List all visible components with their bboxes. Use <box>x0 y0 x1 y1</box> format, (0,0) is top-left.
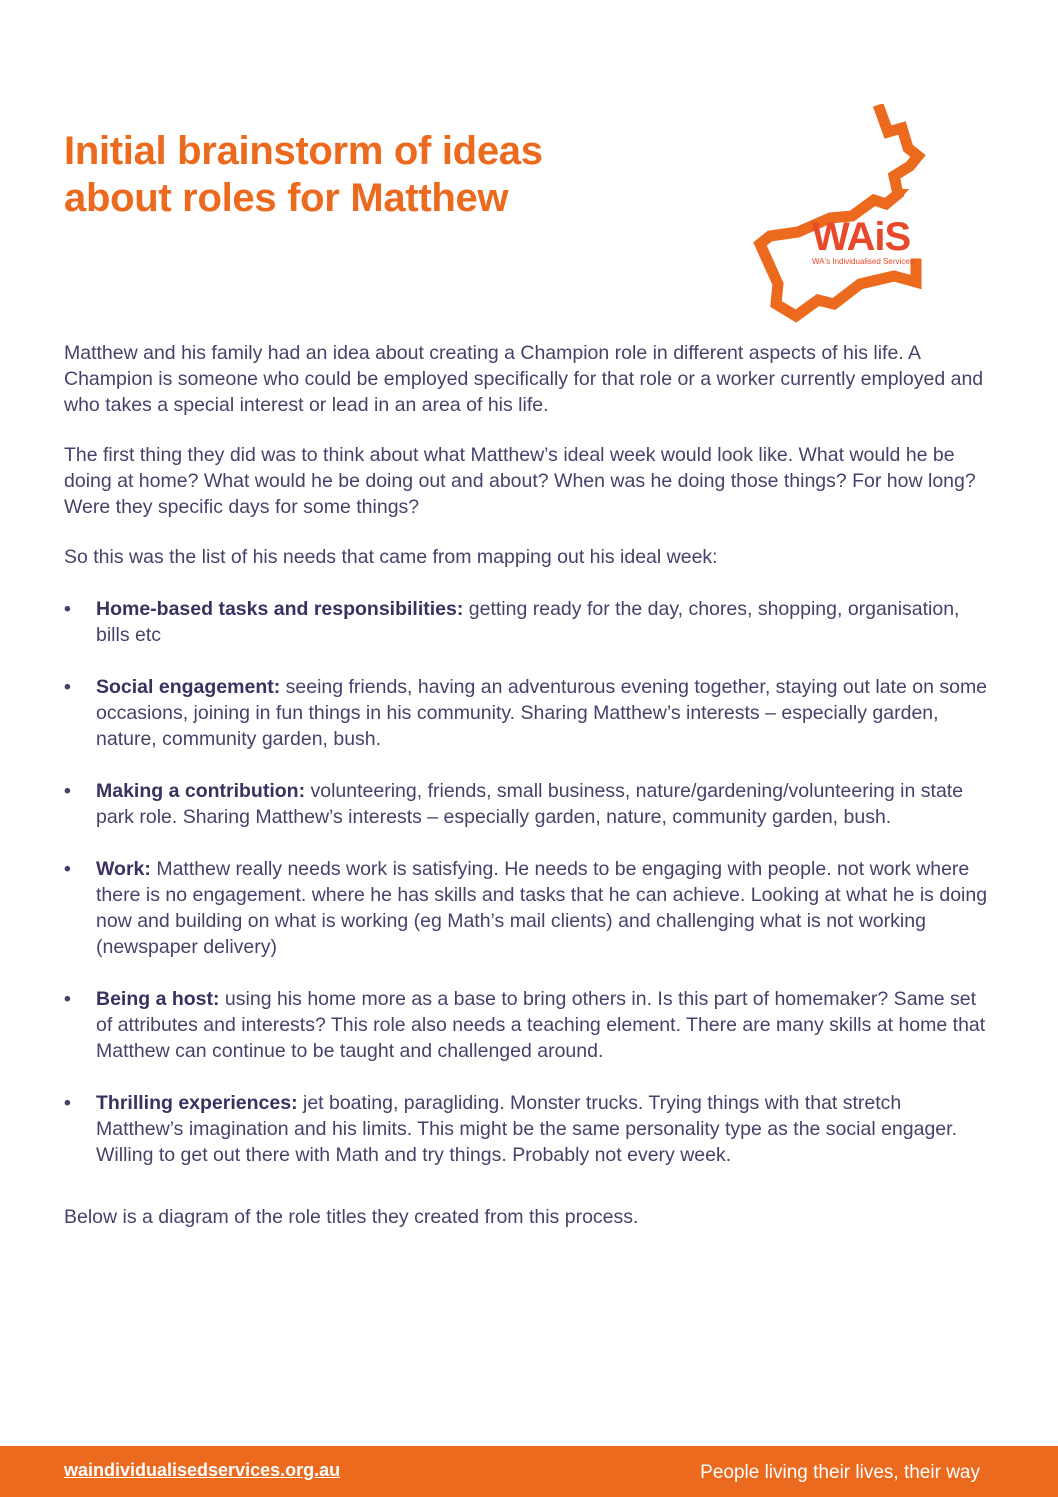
footer-tagline: People living their lives, their way <box>700 1462 980 1483</box>
list-item <box>64 1090 994 1168</box>
list-item <box>64 674 994 752</box>
list-item <box>64 856 994 960</box>
page-title-line-1: Initial brainstorm of ideas <box>64 129 543 173</box>
outro-paragraph: Below is a diagram of the role titles they created from this process. <box>64 1206 639 1228</box>
bullet-icon: • <box>64 1092 71 1114</box>
need-heading: Social engagement: <box>96 676 281 698</box>
intro-paragraph: Matthew and his family had an idea about creating a Champion role in different aspects of his life. A Champion is someone who could be employed specifically for that role or a worker currently employed and who takes a special interest or lead in an area of his life. <box>64 342 984 416</box>
wais-logo <box>752 104 952 324</box>
need-text: seeing friends, having an adventurous evening together, staying out late on some occasions, joining in fun things in his community. Sharing Matthew’s interests – especially garden, nature, community garden, bush. <box>96 676 988 750</box>
need-text: using his home more as a base to bring others in. Is this part of homemaker? Same set of attributes and interests? This role also needs a teaching element. There are many skills at home that Matthew can continue to be taught and challenged around. <box>96 988 986 1062</box>
wais-wordmark: WAiS <box>812 215 911 259</box>
need-heading: Making a contribution: <box>96 780 306 802</box>
wais-subtitle: WA's Individualised Services <box>812 257 914 266</box>
bullet-icon: • <box>64 988 71 1010</box>
bullet-icon: • <box>64 676 71 698</box>
website-link[interactable]: waindividualisedservices.org.au <box>64 1460 341 1480</box>
need-text: jet boating, paragliding. Monster trucks. Trying things with that stretch Matthew’s imagination and his limits. This might be the same personality type as the social engager. Willing to get out there with Math and try things. Probably not every week. <box>96 1092 957 1166</box>
need-heading: Home-based tasks and responsibilities: <box>96 598 464 620</box>
need-text: getting ready for the day, chores, shopping, organisation, bills etc <box>96 598 960 646</box>
bullet-icon: • <box>64 598 71 620</box>
need-heading: Work: <box>96 858 151 880</box>
need-text: Matthew really needs work is satisfying. He needs to be engaging with people. not work where there is no engagement. where he has skills and tasks that he can achieve. Looking at what he is doing now and building on what is working (eg Math’s mail clients) and challenging what is not working (newspaper delivery) <box>96 858 988 958</box>
list-item <box>64 986 994 1064</box>
list-lead-paragraph: So this was the list of his needs that came from mapping out his ideal week: <box>64 546 718 568</box>
bullet-icon: • <box>64 858 71 880</box>
need-text: volunteering, friends, small business, nature/gardening/volunteering in state park role. Sharing Matthew’s interests – especially garden, nature, community garden, bush. <box>96 780 964 828</box>
list-item <box>64 778 994 830</box>
ideal-week-paragraph: The first thing they did was to think about what Matthew’s ideal week would look like. What would he be doing at home? What would he be doing out and about? When was he doing those things? For how long? Were they specific days for some things? <box>64 444 976 518</box>
page-title-line-2: about roles for Matthew <box>64 176 509 220</box>
document-body <box>64 340 994 1230</box>
footer-bar <box>0 1446 1058 1497</box>
wa-map-outline-icon <box>760 110 918 316</box>
need-heading: Thrilling experiences: <box>96 1092 298 1114</box>
list-item <box>64 596 994 648</box>
need-heading: Being a host: <box>96 988 220 1010</box>
bullet-icon: • <box>64 780 71 802</box>
page-title <box>64 128 704 222</box>
needs-list <box>64 596 994 1168</box>
